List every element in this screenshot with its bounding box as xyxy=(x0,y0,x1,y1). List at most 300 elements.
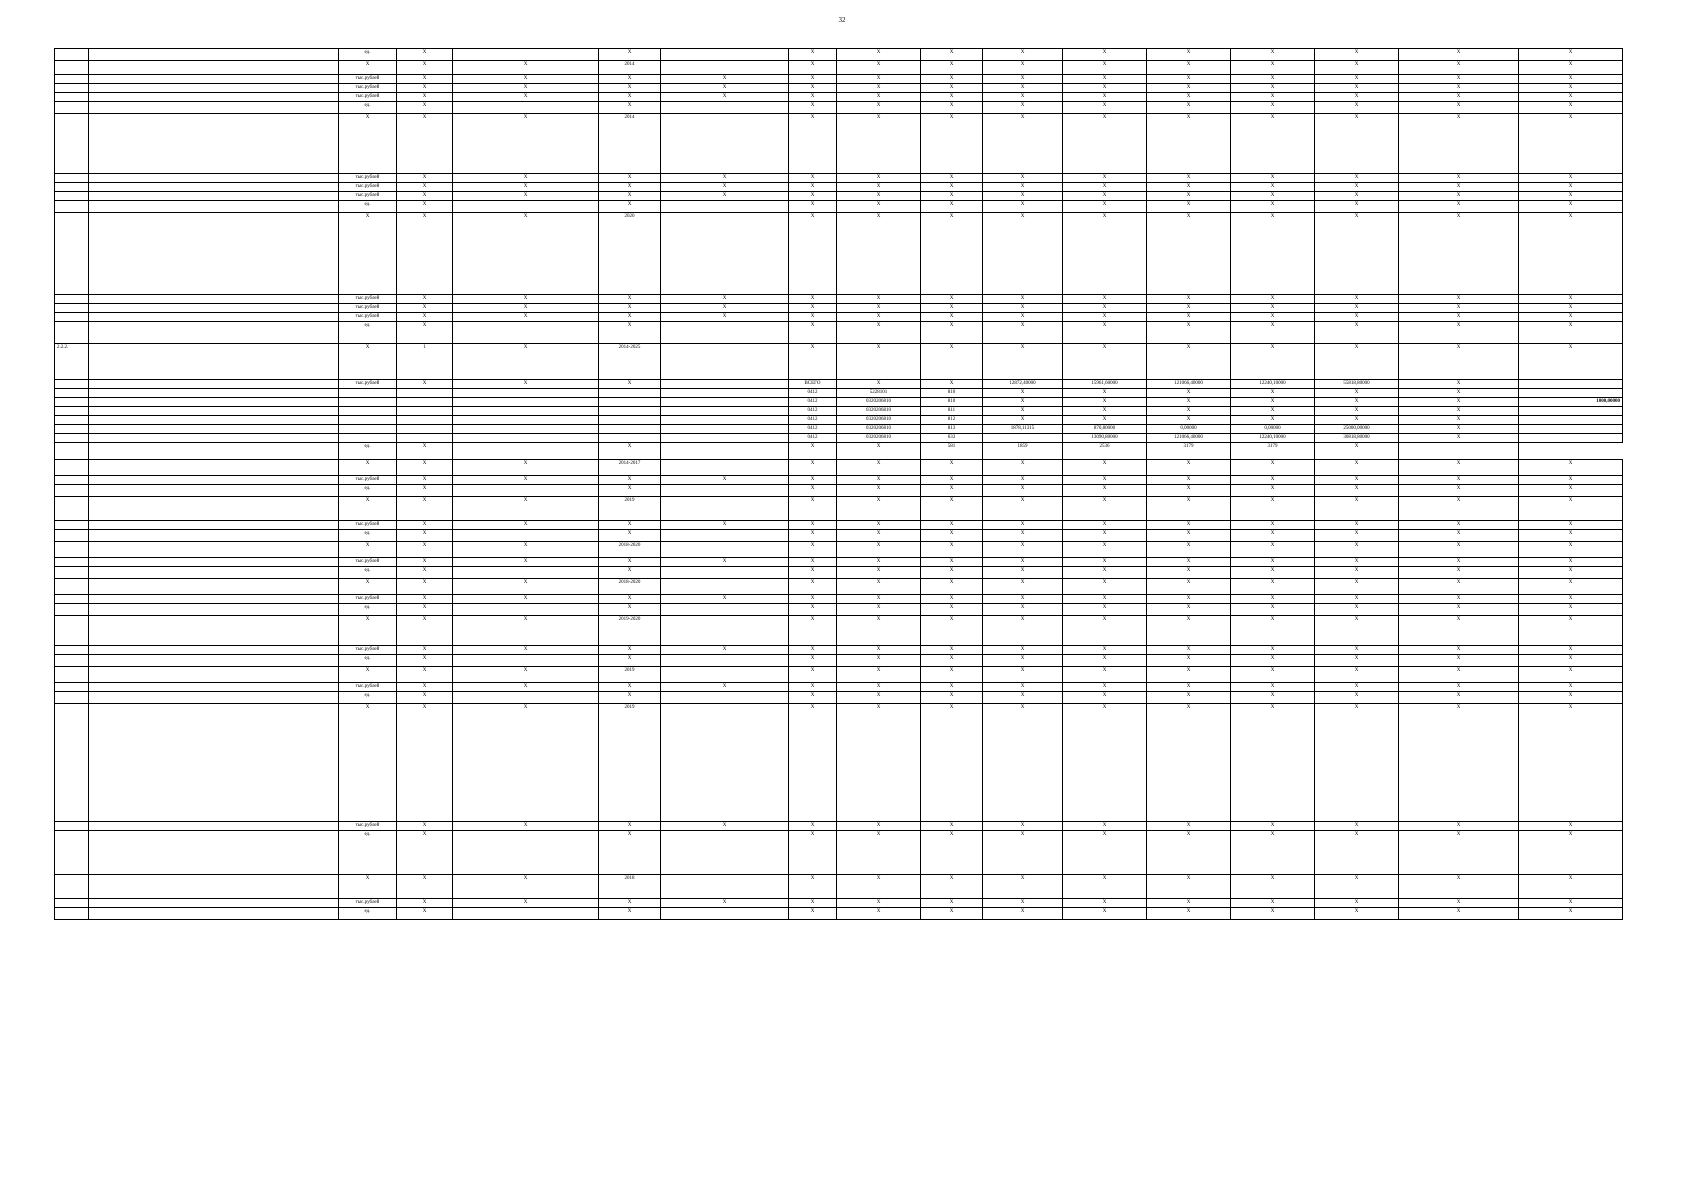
value-cell: Х xyxy=(1519,476,1623,485)
budget-code-cell: 0412 xyxy=(789,434,837,443)
budget-code-cell: Х xyxy=(1063,389,1147,398)
number-cell xyxy=(55,831,89,875)
value-cell: 2019 xyxy=(599,667,661,683)
value-cell: Х xyxy=(599,75,661,84)
budget-code-cell: Х xyxy=(1231,416,1315,425)
name-cell xyxy=(89,443,339,460)
value-cell: Х xyxy=(1147,460,1231,476)
value-cell: Х xyxy=(661,75,789,84)
value-cell: Х xyxy=(1399,683,1519,692)
value-cell: Х xyxy=(1315,667,1399,683)
name-cell xyxy=(89,667,339,683)
unit-cell: ед. xyxy=(339,322,397,344)
value-cell: Х xyxy=(1231,192,1315,201)
value-cell: Х xyxy=(397,49,453,61)
value-cell: Х xyxy=(1147,567,1231,579)
value-cell xyxy=(661,604,789,616)
value-cell: Х xyxy=(1147,908,1231,920)
table-row xyxy=(55,831,1623,875)
value-cell xyxy=(453,655,599,667)
value-cell: Х xyxy=(453,84,599,93)
budget-code-cell: 812 xyxy=(921,416,983,425)
value-cell: Х xyxy=(1519,567,1623,579)
cell xyxy=(661,398,789,407)
value-cell: Х xyxy=(1147,542,1231,558)
value-cell xyxy=(453,908,599,920)
value-cell: Х xyxy=(983,655,1063,667)
name-cell xyxy=(89,322,339,344)
budget-code-cell: 810 xyxy=(921,398,983,407)
value-cell: Х xyxy=(1063,616,1147,646)
value-cell: Х xyxy=(789,655,837,667)
value-cell: Х xyxy=(837,460,921,476)
table-row xyxy=(55,530,1623,542)
value-cell: Х xyxy=(1399,61,1519,75)
total-cell xyxy=(1519,389,1623,398)
budget-code-cell: 1878,11315 xyxy=(983,425,1063,434)
name-cell xyxy=(89,616,339,646)
name-cell xyxy=(89,304,339,313)
table-row xyxy=(55,899,1623,908)
number-cell xyxy=(55,692,89,704)
value-cell: Х xyxy=(1519,579,1623,595)
value-cell: Х xyxy=(837,313,921,322)
value-cell: Х xyxy=(983,295,1063,304)
value-cell: Х xyxy=(661,183,789,192)
unit-cell xyxy=(339,398,397,407)
value-cell: Х xyxy=(1147,313,1231,322)
value-cell: Х xyxy=(1147,476,1231,485)
value-cell: Х xyxy=(599,831,661,875)
unit-cell xyxy=(339,407,397,416)
budget-code-cell: 121066,40000 xyxy=(1147,434,1231,443)
table-body xyxy=(55,49,1623,920)
value-cell: Х xyxy=(983,322,1063,344)
value-cell: Х xyxy=(1399,667,1519,683)
value-cell: Х xyxy=(837,558,921,567)
value-cell: Х xyxy=(1147,579,1231,595)
value-cell: Х xyxy=(1315,114,1399,174)
value-cell: Х xyxy=(1315,460,1399,476)
value-cell: Х xyxy=(1315,313,1399,322)
value-cell: Х xyxy=(1231,704,1315,822)
table-row xyxy=(55,322,1623,344)
value-cell: Х xyxy=(599,183,661,192)
value-cell: Х xyxy=(1399,213,1519,295)
value-cell: Х xyxy=(397,443,453,460)
value-cell: Х xyxy=(921,476,983,485)
value-cell: Х xyxy=(789,213,837,295)
value-cell: Х xyxy=(789,476,837,485)
unit-cell: тыс.рублей xyxy=(339,183,397,192)
number-cell xyxy=(55,407,89,416)
cell xyxy=(453,398,599,407)
value-cell: Х xyxy=(983,616,1063,646)
value-cell: Х xyxy=(789,831,837,875)
value-cell: Х xyxy=(397,558,453,567)
value-cell: Х xyxy=(1063,899,1147,908)
value-cell: Х xyxy=(1519,61,1623,75)
value-cell: Х xyxy=(453,616,599,646)
name-cell xyxy=(89,646,339,655)
value-cell: Х xyxy=(1315,174,1399,183)
value-cell: Х xyxy=(921,497,983,521)
value-cell xyxy=(661,49,789,61)
value-cell: Х xyxy=(1063,322,1147,344)
cell xyxy=(661,416,789,425)
value-cell: Х xyxy=(397,93,453,102)
value-cell: Х xyxy=(1519,542,1623,558)
value-cell: Х xyxy=(599,192,661,201)
value-cell: Х xyxy=(453,380,599,389)
value-cell: Х xyxy=(1519,183,1623,192)
value-cell: Х xyxy=(453,558,599,567)
value-cell xyxy=(661,380,789,389)
value-cell: Х xyxy=(1063,313,1147,322)
value-cell: Х xyxy=(1519,704,1623,822)
value-cell: Х xyxy=(983,822,1063,831)
value-cell: Х xyxy=(1231,831,1315,875)
value-cell: Х xyxy=(1147,192,1231,201)
budget-code-cell: 0320206810 xyxy=(837,434,921,443)
value-cell: Х xyxy=(837,595,921,604)
value-cell: Х xyxy=(983,497,1063,521)
table-row xyxy=(55,407,1623,416)
table-row xyxy=(55,313,1623,322)
page-number: 32 xyxy=(838,16,846,24)
cell xyxy=(661,425,789,434)
value-cell: Х xyxy=(921,213,983,295)
value-cell: Х xyxy=(599,908,661,920)
table-row xyxy=(55,174,1623,183)
number-cell xyxy=(55,908,89,920)
value-cell: Х xyxy=(1315,567,1399,579)
value-cell: Х xyxy=(1147,102,1231,114)
unit-cell: ед. xyxy=(339,655,397,667)
budget-code-cell: 633 xyxy=(921,434,983,443)
value-cell xyxy=(661,61,789,75)
value-cell: Х xyxy=(837,692,921,704)
value-cell: Х xyxy=(1147,114,1231,174)
value-cell xyxy=(661,497,789,521)
value-cell: 2019-2020 xyxy=(599,616,661,646)
value-cell: Х xyxy=(1399,114,1519,174)
unit-cell: Х xyxy=(339,667,397,683)
value-cell: Х xyxy=(1399,579,1519,595)
value-cell xyxy=(661,485,789,497)
name-cell xyxy=(89,102,339,114)
value-cell: Х xyxy=(1063,304,1147,313)
number-cell xyxy=(55,174,89,183)
value-cell: Х xyxy=(983,604,1063,616)
value-cell: Х xyxy=(921,683,983,692)
value-cell: Х xyxy=(837,93,921,102)
value-cell xyxy=(661,692,789,704)
value-cell: Х xyxy=(453,646,599,655)
value-cell: Х xyxy=(983,213,1063,295)
value-cell xyxy=(661,704,789,822)
value-cell: Х xyxy=(1231,485,1315,497)
value-cell: Х xyxy=(1063,567,1147,579)
value-cell: Х xyxy=(661,521,789,530)
program-table xyxy=(54,48,1623,920)
cell xyxy=(453,425,599,434)
budget-code-cell: Х xyxy=(1231,407,1315,416)
value-cell: Х xyxy=(397,604,453,616)
budget-code-cell: 0412 xyxy=(789,407,837,416)
name-cell xyxy=(89,93,339,102)
value-cell: Х xyxy=(397,683,453,692)
value-cell: Х xyxy=(1519,667,1623,683)
value-cell: Х xyxy=(599,899,661,908)
budget-code-cell: Х xyxy=(1315,416,1399,425)
value-cell: Х xyxy=(837,322,921,344)
number-cell xyxy=(55,485,89,497)
cell xyxy=(397,389,453,398)
value-cell: 12872,40000 xyxy=(983,380,1063,389)
number-cell xyxy=(55,389,89,398)
number-cell xyxy=(55,213,89,295)
number-cell xyxy=(55,49,89,61)
value-cell: Х xyxy=(1231,908,1315,920)
value-cell: Х xyxy=(789,908,837,920)
value-cell: Х xyxy=(1519,616,1623,646)
value-cell: Х xyxy=(983,899,1063,908)
value-cell: Х xyxy=(453,683,599,692)
value-cell xyxy=(661,567,789,579)
value-cell: Х xyxy=(921,655,983,667)
value-cell: Х xyxy=(1231,201,1315,213)
table-row xyxy=(55,704,1623,822)
value-cell: Х xyxy=(921,530,983,542)
value-cell: Х xyxy=(1399,655,1519,667)
budget-code-cell: Х xyxy=(1315,407,1399,416)
unit-cell: тыс.рублей xyxy=(339,84,397,93)
value-cell: Х xyxy=(1147,595,1231,604)
value-cell: Х xyxy=(1519,344,1623,380)
unit-cell: ед. xyxy=(339,443,397,460)
value-cell: Х xyxy=(983,93,1063,102)
table-row xyxy=(55,595,1623,604)
table-row xyxy=(55,102,1623,114)
value-cell: Х xyxy=(1315,344,1399,380)
value-cell: 1 xyxy=(397,344,453,380)
value-cell: Х xyxy=(837,174,921,183)
value-cell: Х xyxy=(661,822,789,831)
value-cell: Х xyxy=(1147,485,1231,497)
value-cell: Х xyxy=(1519,497,1623,521)
number-cell xyxy=(55,604,89,616)
value-cell: Х xyxy=(789,497,837,521)
number-cell xyxy=(55,313,89,322)
value-cell: Х xyxy=(789,704,837,822)
unit-cell: тыс.рублей xyxy=(339,93,397,102)
value-cell: Х xyxy=(1063,704,1147,822)
value-cell: Х xyxy=(661,192,789,201)
value-cell: Х xyxy=(921,201,983,213)
value-cell: Х xyxy=(1063,201,1147,213)
budget-code-cell: 0320206810 xyxy=(837,425,921,434)
value-cell: Х xyxy=(453,93,599,102)
unit-cell: Х xyxy=(339,616,397,646)
budget-code-cell: 0,00000 xyxy=(1147,425,1231,434)
number-cell xyxy=(55,558,89,567)
value-cell: Х xyxy=(789,313,837,322)
value-cell xyxy=(661,831,789,875)
table-row xyxy=(55,542,1623,558)
cell xyxy=(599,416,661,425)
budget-code-cell: 810 xyxy=(921,389,983,398)
value-cell: Х xyxy=(1147,174,1231,183)
unit-cell: Х xyxy=(339,344,397,380)
value-cell xyxy=(661,102,789,114)
budget-code-cell: 13090,80000 xyxy=(1063,434,1147,443)
value-cell: Х xyxy=(1519,213,1623,295)
value-cell: Х xyxy=(453,61,599,75)
unit-cell: тыс.рублей xyxy=(339,192,397,201)
table-row xyxy=(55,875,1623,899)
value-cell: Х xyxy=(397,75,453,84)
value-cell: Х xyxy=(1399,542,1519,558)
value-cell: 2014-2025 xyxy=(599,344,661,380)
table-row xyxy=(55,443,1623,460)
value-cell: Х xyxy=(1063,831,1147,875)
value-cell: Х xyxy=(1399,595,1519,604)
value-cell: Х xyxy=(1063,521,1147,530)
table-row xyxy=(55,304,1623,313)
value-cell: Х xyxy=(1063,692,1147,704)
value-cell: Х xyxy=(1147,683,1231,692)
unit-cell xyxy=(339,389,397,398)
value-cell: Х xyxy=(983,908,1063,920)
value-cell xyxy=(661,616,789,646)
value-cell: Х xyxy=(1063,604,1147,616)
value-cell: Х xyxy=(1315,304,1399,313)
unit-cell: тыс.рублей xyxy=(339,558,397,567)
value-cell: Х xyxy=(789,530,837,542)
unit-cell: ед. xyxy=(339,49,397,61)
unit-cell: Х xyxy=(339,704,397,822)
value-cell: Х xyxy=(983,84,1063,93)
number-cell xyxy=(55,398,89,407)
unit-cell: Х xyxy=(339,213,397,295)
unit-cell: тыс.рублей xyxy=(339,595,397,604)
value-cell xyxy=(661,114,789,174)
value-cell: Х xyxy=(1315,558,1399,567)
value-cell: Х xyxy=(983,476,1063,485)
value-cell: Х xyxy=(1147,558,1231,567)
value-cell: Х xyxy=(397,899,453,908)
value-cell: Х xyxy=(837,579,921,595)
value-cell: Х xyxy=(397,704,453,822)
value-cell xyxy=(453,831,599,875)
cell xyxy=(453,434,599,443)
value-cell: Х xyxy=(837,295,921,304)
value-cell: Х xyxy=(1315,443,1399,460)
value-cell: Х xyxy=(599,595,661,604)
value-cell: Х xyxy=(453,344,599,380)
value-cell: Х xyxy=(1231,616,1315,646)
value-cell: Х xyxy=(1147,521,1231,530)
value-cell: Х xyxy=(1315,49,1399,61)
value-cell: Х xyxy=(983,304,1063,313)
value-cell: Х xyxy=(397,831,453,875)
value-cell: Х xyxy=(1315,61,1399,75)
unit-cell: тыс.рублей xyxy=(339,822,397,831)
value-cell: Х xyxy=(789,542,837,558)
value-cell: Х xyxy=(1147,213,1231,295)
value-cell: Х xyxy=(1231,313,1315,322)
value-cell: Х xyxy=(983,485,1063,497)
value-cell: Х xyxy=(599,313,661,322)
budget-code-cell: Х xyxy=(1399,434,1519,443)
value-cell: Х xyxy=(453,899,599,908)
cell xyxy=(397,407,453,416)
name-cell xyxy=(89,822,339,831)
budget-code-cell: Х xyxy=(983,416,1063,425)
value-cell: Х xyxy=(397,460,453,476)
table-row xyxy=(55,389,1623,398)
unit-cell: тыс.рублей xyxy=(339,476,397,485)
value-cell: Х xyxy=(1399,704,1519,822)
budget-code-cell: 30818,80000 xyxy=(1315,434,1399,443)
budget-code-cell: Х xyxy=(983,398,1063,407)
table-row xyxy=(55,579,1623,595)
value-cell xyxy=(661,875,789,899)
value-cell xyxy=(661,655,789,667)
value-cell: Х xyxy=(453,192,599,201)
value-cell: Х xyxy=(837,530,921,542)
value-cell: Х xyxy=(661,683,789,692)
unit-cell: тыс.рублей xyxy=(339,174,397,183)
value-cell: Х xyxy=(1519,313,1623,322)
value-cell: Х xyxy=(983,521,1063,530)
table-row xyxy=(55,416,1623,425)
budget-code-cell: Х xyxy=(983,407,1063,416)
value-cell: Х xyxy=(1399,822,1519,831)
value-cell: Х xyxy=(1063,174,1147,183)
number-cell xyxy=(55,183,89,192)
budget-code-cell: Х xyxy=(1399,407,1519,416)
value-cell: Х xyxy=(1231,567,1315,579)
value-cell xyxy=(661,201,789,213)
unit-cell: тыс.рублей xyxy=(339,295,397,304)
value-cell: Х xyxy=(837,655,921,667)
value-cell: Х xyxy=(1063,908,1147,920)
budget-code-cell: Х xyxy=(1063,398,1147,407)
value-cell: Х xyxy=(1063,61,1147,75)
value-cell: Х xyxy=(789,201,837,213)
value-cell xyxy=(661,443,789,460)
value-cell: Х xyxy=(1063,542,1147,558)
value-cell: Х xyxy=(1231,93,1315,102)
value-cell: Х xyxy=(921,579,983,595)
value-cell: Х xyxy=(789,567,837,579)
value-cell: Х xyxy=(599,485,661,497)
value-cell: Х xyxy=(1231,460,1315,476)
number-cell xyxy=(55,443,89,460)
value-cell: Х xyxy=(397,497,453,521)
value-cell: Х xyxy=(661,295,789,304)
cell xyxy=(599,434,661,443)
value-cell: Х xyxy=(983,542,1063,558)
number-cell xyxy=(55,655,89,667)
unit-cell: тыс.рублей xyxy=(339,304,397,313)
value-cell: Х xyxy=(397,875,453,899)
value-cell: Х xyxy=(1399,497,1519,521)
table-row xyxy=(55,183,1623,192)
name-cell xyxy=(89,434,339,443)
